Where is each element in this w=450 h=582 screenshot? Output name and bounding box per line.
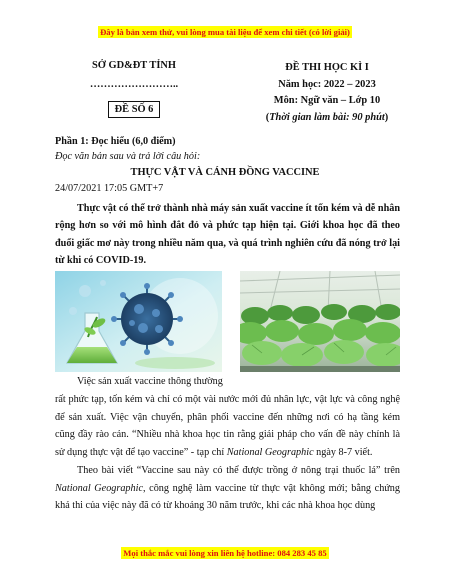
time-value: 90 phút: [352, 111, 385, 123]
instruction-text: Đọc văn bản sau và trả lời câu hỏi:: [55, 151, 201, 162]
paragraph-2-source: National Geographic: [55, 482, 143, 494]
paragraph-2-text-a: Theo bài viết “Vaccine sau này có thể được trồng ở nông trại thuốc lá” trên: [77, 465, 400, 476]
paragraph-1-source: National Geographic: [226, 446, 314, 458]
exam-code-box: ĐỀ SỐ 6: [108, 101, 160, 118]
lab-flask-virus-image: [55, 271, 222, 372]
department-name: SỞ GD&ĐT TỈNH: [92, 60, 176, 71]
paragraph-2-text-b: , công nghệ làm vaccine từ thực vật không mới; bằng chứng khả thi của việc này đã có từ khoảng 30 năm trước, khi các nhà khoa học dùng: [55, 482, 400, 512]
department-dots: ……………………..: [89, 79, 179, 90]
subject-line: Môn: Ngữ văn – Lớp 10: [273, 95, 381, 106]
header-left: [64, 60, 204, 98]
article-date: 24/07/2021 17:05 GMT+7: [55, 183, 164, 194]
paragraph-1: [55, 391, 400, 461]
exam-title: ĐỀ THI HỌC KÌ I: [285, 62, 369, 73]
bottom-banner-text: Mọi thắc mắc vui lòng xin liên hệ hotline: 084 283 45 85: [123, 548, 327, 558]
paragraph-1-start: Việc sản xuất vaccine thông thường: [77, 376, 223, 387]
school-year: Năm học: 2022 – 2023: [278, 78, 376, 90]
time-close-paren: ): [384, 111, 389, 123]
paragraph-2: [55, 462, 400, 515]
bottom-hotline-banner: [0, 548, 450, 558]
article-title: THỰC VẬT VÀ CÁNH ĐỒNG VACCINE: [130, 167, 320, 178]
time-label: Thời gian làm bài:: [269, 111, 353, 123]
greenhouse-plants-image: [240, 271, 400, 372]
top-banner-text: Đây là bản xem thử, vui lòng mua tài liệu để xem chi tiết (có lời giải): [100, 27, 350, 37]
part-heading: Phần 1: Đọc hiểu (6,0 điểm): [55, 136, 176, 147]
header-right: [252, 60, 402, 126]
paragraph-1-text-b: ngày 8-7 viết.: [313, 446, 373, 458]
paragraph-1-text-a: rất phức tạp, tốn kém và chỉ có một vài nước mới đủ nhân lực, vật lực và công nghệ để sản xuất. Việc vận chuyển, phân phối vaccine đến những nơi có hạ tầng kém cũng đầy rào cản. “Nhiều nhà khoa học tin rằng giải pháp cho vấn đề này chính là sử dụng thực vật để tạo vaccine” - tạp chí: [55, 394, 400, 458]
article-lead: Thực vật có thể trở thành nhà máy sản xuất vaccine ít tốn kém và dễ nhân rộng hơn so với mô hình đắt đỏ và phức tạp hiện tại. Giới khoa học đã theo đuổi giấc mơ này trong nhiều năm qua, và quá trình nghiên cứu đã nóng trở lại từ khi có COVID-19.: [55, 203, 400, 266]
time-line: [252, 110, 402, 127]
time-open-paren: (: [265, 111, 270, 123]
top-preview-banner: [0, 27, 450, 37]
